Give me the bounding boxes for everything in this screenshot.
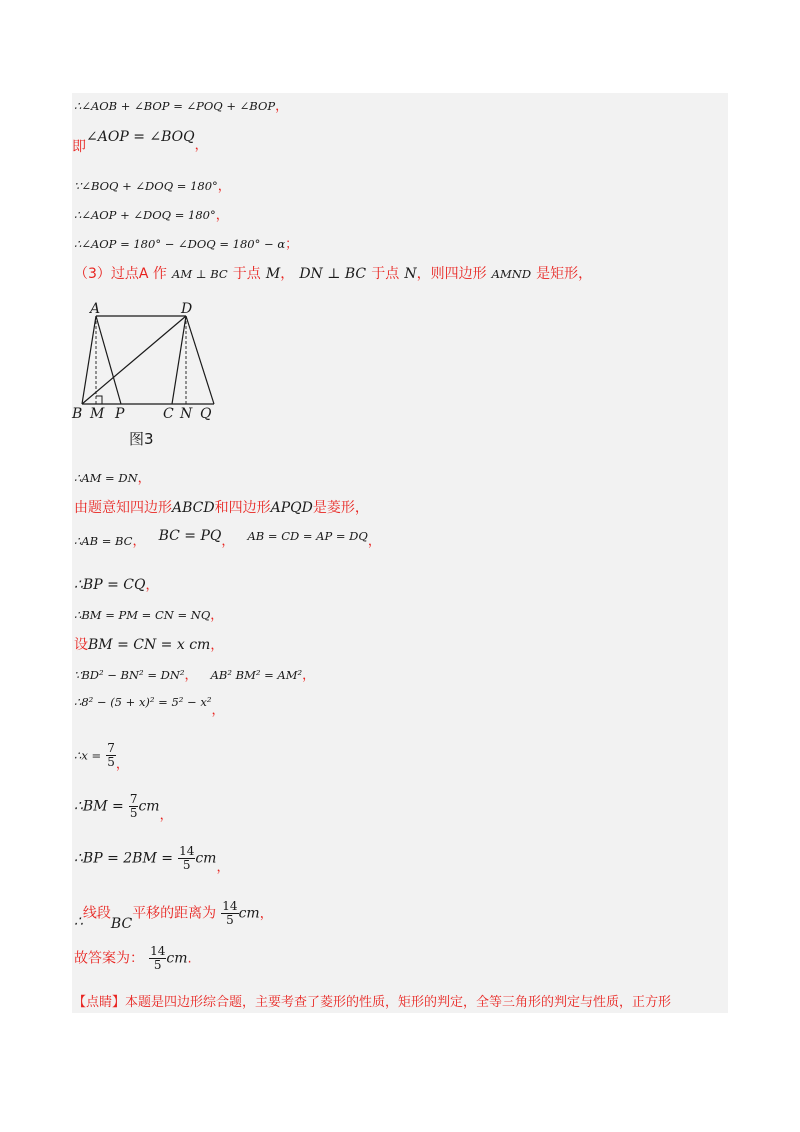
point-label: B [72,406,83,422]
equation: BC = PQ [158,528,222,544]
point-label: N [180,406,193,422]
step-text: 故答案为： [74,950,144,967]
step-line [74,636,223,652]
fraction: $\frac{14}{5}$ [222,899,238,927]
step-text: 线段 [82,905,111,922]
punctuation: ， [115,756,129,772]
key-point-note: 【点睛】本题是四边形综合题，主要考查了菱形的性质，矩形的判定，全等三角形的判定与性质，正方形 [73,995,672,1010]
equation: AMND [491,267,532,281]
unit: cm [166,950,188,967]
step-text: 平移的距离为 [132,905,217,922]
step-line [74,527,381,549]
punctuation: ， [259,906,273,922]
step-text: ，则四边形 [416,266,487,282]
point-label: P [115,406,125,422]
step-line [74,499,369,515]
punctuation: ， [211,703,225,718]
point-label: Q [200,406,212,422]
punctuation: ， [275,99,289,114]
punctuation: ， [194,138,208,153]
step-line [74,97,288,113]
equation: ∴∠AOB + ∠BOP = ∠POQ + ∠BOP [74,99,276,113]
step-text: 是矩形， [536,266,593,282]
step-line [74,265,592,281]
step-line [74,899,273,932]
unit: cm [195,850,217,867]
equation: ∴8² − (5 + x)² = 5² − x² [74,695,212,709]
punctuation: ， [159,807,173,823]
segment-dq [186,316,214,404]
punctuation: ， [210,638,224,653]
punctuation: ， [302,668,316,683]
equation: AM ⊥ BC [172,267,228,281]
equation: DN ⊥ BC [299,266,367,282]
segment-ab [82,316,96,404]
equation: ∴ [74,913,83,930]
equation: M [265,266,281,282]
punctuation: ， [132,534,146,549]
step-text: 由题意知四边形 [74,500,172,516]
equation: ∴AM = DN [74,471,138,485]
punctuation: ， [137,471,151,486]
punctuation: ， [221,534,235,549]
equation: BM = CN = x cm [88,637,211,653]
equation: ∴BM = PM = CN = NQ [74,608,211,622]
point-label: M [90,406,105,422]
punctuation: ， [184,668,198,683]
unit: cm [238,905,260,922]
step-line [74,576,158,592]
step-line [74,945,192,971]
equation: APQD [270,500,313,516]
step-text: 是菱形， [312,500,369,516]
punctuation: ， [215,208,229,223]
equation: N [404,266,417,282]
equation: ABCD [172,500,215,516]
equation: ∵∠BOQ + ∠DOQ = 180° [74,179,218,193]
step-line [74,792,173,823]
equation: ∴∠AOP + ∠DOQ = 180° [74,208,216,222]
right-angle-mark [96,396,102,404]
fraction: $\frac{7}{5}$ [129,792,138,820]
equation: ∴BP = 2BM = [74,850,173,867]
step-line [74,606,223,622]
step-text: 于点 [232,266,261,282]
step-line [74,741,129,772]
point-label: D [181,301,193,317]
step-prefix: 即 [72,139,86,155]
equation: ∴BP = CQ [74,577,146,593]
step-line [74,693,225,718]
segment-bd [82,316,186,404]
step-text: 和四边形 [214,500,271,516]
step-text: 设 [74,637,88,653]
fraction: $\frac{7}{5}$ [107,741,115,769]
punctuation: ， [216,859,230,875]
figure-caption: 图3 [129,430,154,448]
point-label: C [163,406,174,422]
punctuation: ， [217,179,231,194]
step-line [72,128,208,155]
step-text: （3）过点A 作 [74,266,167,282]
punctuation: ， [280,266,295,282]
point-label: A [90,301,101,317]
punctuation: ， [367,534,381,549]
equation: AB = CD = AP = DQ [247,529,368,543]
equation: ∴AB = BC [74,534,133,548]
step-text: 于点 [371,266,400,282]
step-line [74,206,229,222]
punctuation: ， [210,608,224,623]
step-line [74,666,315,682]
solution-sheet [72,93,728,1013]
step-line [74,177,231,193]
equation: ∠AOP = ∠BOQ [86,129,195,145]
punctuation: ； [285,237,299,252]
step-line [74,235,298,251]
geometry-figure [68,298,238,456]
equation: ∴BM = [74,798,124,815]
equation: ∴x = [74,748,102,763]
fraction: $\frac{14}{5}$ [150,944,166,972]
step-line [74,844,230,875]
equation: BC [110,915,133,932]
equation: AB² BM² = AM² [210,668,303,682]
equation: ∵BD² − BN² = DN² [74,668,185,682]
punctuation: ， [145,578,159,593]
step-line [74,469,151,485]
unit: cm [138,798,160,815]
equation: ∴∠AOP = 180° − ∠DOQ = 180° − α [74,237,286,251]
segment-ap [96,316,121,404]
segment-dc [172,316,186,404]
fraction: $\frac{14}{5}$ [179,844,195,872]
punctuation: . [187,951,192,967]
